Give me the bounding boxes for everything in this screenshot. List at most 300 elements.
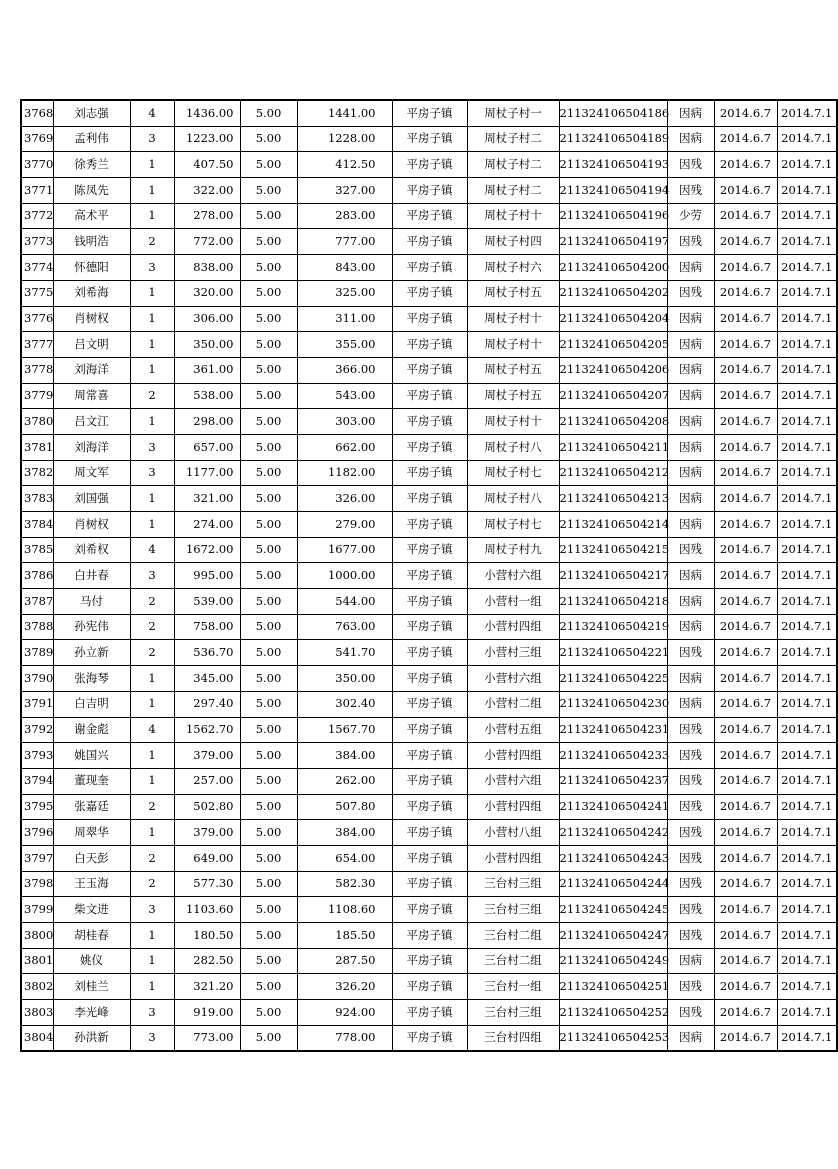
start-date-cell: 2014.6.7 (714, 717, 777, 743)
account-number-cell: 211324106504245 (559, 897, 667, 923)
effective-date-cell: 2014.7.1 (777, 357, 837, 383)
effective-date-cell: 2014.7.1 (777, 255, 837, 281)
total-amount-cell: 843.00 (297, 255, 392, 281)
increase-amount-cell: 5.00 (240, 100, 297, 126)
reason-cell: 因病 (667, 434, 714, 460)
town-cell: 平房子镇 (392, 691, 467, 717)
reason-cell: 因病 (667, 357, 714, 383)
base-amount-cell: 838.00 (174, 255, 240, 281)
increase-amount-cell: 5.00 (240, 768, 297, 794)
record-id-cell: 3779 (21, 383, 53, 409)
base-amount-cell: 539.00 (174, 589, 240, 615)
base-amount-cell: 995.00 (174, 563, 240, 589)
town-cell: 平房子镇 (392, 280, 467, 306)
table-row (21, 537, 837, 563)
increase-amount-cell: 5.00 (240, 640, 297, 666)
record-id-cell: 3768 (21, 100, 53, 126)
account-number-cell: 211324106504243 (559, 845, 667, 871)
reason-cell: 因残 (667, 974, 714, 1000)
increase-amount-cell: 5.00 (240, 409, 297, 435)
start-date-cell: 2014.6.7 (714, 974, 777, 1000)
household-size-cell: 1 (130, 332, 174, 358)
start-date-cell: 2014.6.7 (714, 434, 777, 460)
effective-date-cell: 2014.7.1 (777, 178, 837, 204)
table-row (21, 845, 837, 871)
person-name-cell: 肖树权 (53, 512, 130, 538)
record-id-cell: 3799 (21, 897, 53, 923)
increase-amount-cell: 5.00 (240, 666, 297, 692)
start-date-cell: 2014.6.7 (714, 871, 777, 897)
increase-amount-cell: 5.00 (240, 383, 297, 409)
household-size-cell: 3 (130, 897, 174, 923)
household-size-cell: 1 (130, 923, 174, 949)
increase-amount-cell: 5.00 (240, 280, 297, 306)
table-row (21, 203, 837, 229)
increase-amount-cell: 5.00 (240, 871, 297, 897)
record-id-cell: 3801 (21, 948, 53, 974)
town-cell: 平房子镇 (392, 1025, 467, 1051)
town-cell: 平房子镇 (392, 974, 467, 1000)
table-row (21, 640, 837, 666)
records-body (21, 100, 837, 1051)
record-id-cell: 3790 (21, 666, 53, 692)
effective-date-cell: 2014.7.1 (777, 871, 837, 897)
town-cell: 平房子镇 (392, 897, 467, 923)
total-amount-cell: 924.00 (297, 1000, 392, 1026)
town-cell: 平房子镇 (392, 409, 467, 435)
reason-cell: 因病 (667, 563, 714, 589)
total-amount-cell: 412.50 (297, 152, 392, 178)
record-id-cell: 3775 (21, 280, 53, 306)
effective-date-cell: 2014.7.1 (777, 409, 837, 435)
record-id-cell: 3776 (21, 306, 53, 332)
table-row (21, 486, 837, 512)
reason-cell: 因病 (667, 383, 714, 409)
town-cell: 平房子镇 (392, 871, 467, 897)
village-group-cell: 小营村六组 (467, 563, 559, 589)
household-size-cell: 1 (130, 280, 174, 306)
effective-date-cell: 2014.7.1 (777, 563, 837, 589)
increase-amount-cell: 5.00 (240, 974, 297, 1000)
effective-date-cell: 2014.7.1 (777, 383, 837, 409)
account-number-cell: 211324106504218 (559, 589, 667, 615)
table-row (21, 280, 837, 306)
table-row (21, 126, 837, 152)
increase-amount-cell: 5.00 (240, 1025, 297, 1051)
total-amount-cell: 384.00 (297, 820, 392, 846)
person-name-cell: 张嘉廷 (53, 794, 130, 820)
table-row (21, 255, 837, 281)
start-date-cell: 2014.6.7 (714, 100, 777, 126)
person-name-cell: 孙立新 (53, 640, 130, 666)
household-size-cell: 1 (130, 948, 174, 974)
table-row (21, 229, 837, 255)
effective-date-cell: 2014.7.1 (777, 152, 837, 178)
reason-cell: 因病 (667, 126, 714, 152)
record-id-cell: 3791 (21, 691, 53, 717)
person-name-cell: 钱明浩 (53, 229, 130, 255)
account-number-cell: 211324106504186 (559, 100, 667, 126)
town-cell: 平房子镇 (392, 794, 467, 820)
person-name-cell: 董现奎 (53, 768, 130, 794)
reason-cell: 少劳 (667, 203, 714, 229)
record-id-cell: 3800 (21, 923, 53, 949)
effective-date-cell: 2014.7.1 (777, 666, 837, 692)
person-name-cell: 吕文明 (53, 332, 130, 358)
person-name-cell: 刘海洋 (53, 434, 130, 460)
reason-cell: 因病 (667, 255, 714, 281)
table-row (21, 717, 837, 743)
reason-cell: 因残 (667, 1000, 714, 1026)
account-number-cell: 211324106504244 (559, 871, 667, 897)
total-amount-cell: 777.00 (297, 229, 392, 255)
record-id-cell: 3794 (21, 768, 53, 794)
person-name-cell: 徐秀兰 (53, 152, 130, 178)
household-size-cell: 3 (130, 563, 174, 589)
reason-cell: 因残 (667, 845, 714, 871)
village-group-cell: 周杖子村十 (467, 332, 559, 358)
account-number-cell: 211324106504212 (559, 460, 667, 486)
village-group-cell: 周杖子村九 (467, 537, 559, 563)
person-name-cell: 刘希权 (53, 537, 130, 563)
record-id-cell: 3796 (21, 820, 53, 846)
effective-date-cell: 2014.7.1 (777, 306, 837, 332)
total-amount-cell: 311.00 (297, 306, 392, 332)
total-amount-cell: 763.00 (297, 614, 392, 640)
person-name-cell: 李光峰 (53, 1000, 130, 1026)
base-amount-cell: 320.00 (174, 280, 240, 306)
reason-cell: 因病 (667, 1025, 714, 1051)
account-number-cell: 211324106504247 (559, 923, 667, 949)
table-row (21, 614, 837, 640)
reason-cell: 因残 (667, 743, 714, 769)
person-name-cell: 刘志强 (53, 100, 130, 126)
village-group-cell: 三台村二组 (467, 923, 559, 949)
record-id-cell: 3787 (21, 589, 53, 615)
person-name-cell: 吕文江 (53, 409, 130, 435)
total-amount-cell: 1108.60 (297, 897, 392, 923)
start-date-cell: 2014.6.7 (714, 589, 777, 615)
village-group-cell: 周杖子村四 (467, 229, 559, 255)
record-id-cell: 3782 (21, 460, 53, 486)
base-amount-cell: 379.00 (174, 743, 240, 769)
reason-cell: 因残 (667, 820, 714, 846)
start-date-cell: 2014.6.7 (714, 383, 777, 409)
person-name-cell: 肖树权 (53, 306, 130, 332)
village-group-cell: 周杖子村十 (467, 306, 559, 332)
base-amount-cell: 657.00 (174, 434, 240, 460)
total-amount-cell: 303.00 (297, 409, 392, 435)
total-amount-cell: 541.70 (297, 640, 392, 666)
total-amount-cell: 283.00 (297, 203, 392, 229)
person-name-cell: 刘桂兰 (53, 974, 130, 1000)
account-number-cell: 211324106504211 (559, 434, 667, 460)
reason-cell: 因病 (667, 512, 714, 538)
start-date-cell: 2014.6.7 (714, 332, 777, 358)
base-amount-cell: 577.30 (174, 871, 240, 897)
town-cell: 平房子镇 (392, 178, 467, 204)
effective-date-cell: 2014.7.1 (777, 126, 837, 152)
total-amount-cell: 327.00 (297, 178, 392, 204)
record-id-cell: 3772 (21, 203, 53, 229)
total-amount-cell: 279.00 (297, 512, 392, 538)
increase-amount-cell: 5.00 (240, 203, 297, 229)
reason-cell: 因病 (667, 691, 714, 717)
increase-amount-cell: 5.00 (240, 845, 297, 871)
household-size-cell: 2 (130, 871, 174, 897)
total-amount-cell: 654.00 (297, 845, 392, 871)
household-size-cell: 1 (130, 820, 174, 846)
base-amount-cell: 1177.00 (174, 460, 240, 486)
effective-date-cell: 2014.7.1 (777, 614, 837, 640)
village-group-cell: 小营村三组 (467, 640, 559, 666)
total-amount-cell: 1000.00 (297, 563, 392, 589)
table-row (21, 666, 837, 692)
reason-cell: 因病 (667, 948, 714, 974)
village-group-cell: 小营村二组 (467, 691, 559, 717)
total-amount-cell: 544.00 (297, 589, 392, 615)
effective-date-cell: 2014.7.1 (777, 923, 837, 949)
reason-cell: 因病 (667, 666, 714, 692)
reason-cell: 因残 (667, 229, 714, 255)
village-group-cell: 小营村四组 (467, 743, 559, 769)
start-date-cell: 2014.6.7 (714, 1000, 777, 1026)
account-number-cell: 211324106504213 (559, 486, 667, 512)
base-amount-cell: 257.00 (174, 768, 240, 794)
table-row (21, 1025, 837, 1051)
base-amount-cell: 1436.00 (174, 100, 240, 126)
town-cell: 平房子镇 (392, 434, 467, 460)
total-amount-cell: 507.80 (297, 794, 392, 820)
effective-date-cell: 2014.7.1 (777, 486, 837, 512)
table-row (21, 820, 837, 846)
start-date-cell: 2014.6.7 (714, 691, 777, 717)
total-amount-cell: 1228.00 (297, 126, 392, 152)
table-row (21, 768, 837, 794)
person-name-cell: 柴文进 (53, 897, 130, 923)
table-row (21, 948, 837, 974)
account-number-cell: 211324106504205 (559, 332, 667, 358)
base-amount-cell: 180.50 (174, 923, 240, 949)
town-cell: 平房子镇 (392, 1000, 467, 1026)
town-cell: 平房子镇 (392, 768, 467, 794)
start-date-cell: 2014.6.7 (714, 614, 777, 640)
person-name-cell: 王玉海 (53, 871, 130, 897)
increase-amount-cell: 5.00 (240, 306, 297, 332)
table-row (21, 512, 837, 538)
town-cell: 平房子镇 (392, 820, 467, 846)
record-id-cell: 3793 (21, 743, 53, 769)
household-size-cell: 3 (130, 126, 174, 152)
effective-date-cell: 2014.7.1 (777, 845, 837, 871)
total-amount-cell: 1441.00 (297, 100, 392, 126)
town-cell: 平房子镇 (392, 923, 467, 949)
start-date-cell: 2014.6.7 (714, 203, 777, 229)
person-name-cell: 陈凤先 (53, 178, 130, 204)
total-amount-cell: 1677.00 (297, 537, 392, 563)
village-group-cell: 周杖子村二 (467, 152, 559, 178)
increase-amount-cell: 5.00 (240, 743, 297, 769)
table-row (21, 409, 837, 435)
person-name-cell: 马付 (53, 589, 130, 615)
village-group-cell: 周杖子村十 (467, 409, 559, 435)
table-row (21, 332, 837, 358)
base-amount-cell: 282.50 (174, 948, 240, 974)
household-size-cell: 1 (130, 768, 174, 794)
base-amount-cell: 773.00 (174, 1025, 240, 1051)
base-amount-cell: 1223.00 (174, 126, 240, 152)
account-number-cell: 211324106504196 (559, 203, 667, 229)
reason-cell: 因残 (667, 717, 714, 743)
town-cell: 平房子镇 (392, 357, 467, 383)
total-amount-cell: 185.50 (297, 923, 392, 949)
increase-amount-cell: 5.00 (240, 1000, 297, 1026)
person-name-cell: 周常喜 (53, 383, 130, 409)
effective-date-cell: 2014.7.1 (777, 640, 837, 666)
start-date-cell: 2014.6.7 (714, 512, 777, 538)
table-row (21, 923, 837, 949)
increase-amount-cell: 5.00 (240, 794, 297, 820)
person-name-cell: 刘希海 (53, 280, 130, 306)
person-name-cell: 白吉明 (53, 691, 130, 717)
base-amount-cell: 538.00 (174, 383, 240, 409)
record-id-cell: 3803 (21, 1000, 53, 1026)
town-cell: 平房子镇 (392, 126, 467, 152)
record-id-cell: 3788 (21, 614, 53, 640)
person-name-cell: 姚仪 (53, 948, 130, 974)
village-group-cell: 三台村四组 (467, 1025, 559, 1051)
village-group-cell: 小营村六组 (467, 666, 559, 692)
person-name-cell: 刘海洋 (53, 357, 130, 383)
village-group-cell: 三台村三组 (467, 1000, 559, 1026)
person-name-cell: 怀德阳 (53, 255, 130, 281)
town-cell: 平房子镇 (392, 255, 467, 281)
record-id-cell: 3786 (21, 563, 53, 589)
town-cell: 平房子镇 (392, 383, 467, 409)
base-amount-cell: 379.00 (174, 820, 240, 846)
record-id-cell: 3804 (21, 1025, 53, 1051)
person-name-cell: 白天彭 (53, 845, 130, 871)
account-number-cell: 211324106504249 (559, 948, 667, 974)
table-row (21, 383, 837, 409)
effective-date-cell: 2014.7.1 (777, 768, 837, 794)
base-amount-cell: 502.80 (174, 794, 240, 820)
village-group-cell: 周杖子村二 (467, 178, 559, 204)
effective-date-cell: 2014.7.1 (777, 897, 837, 923)
household-size-cell: 4 (130, 100, 174, 126)
household-size-cell: 1 (130, 409, 174, 435)
start-date-cell: 2014.6.7 (714, 537, 777, 563)
effective-date-cell: 2014.7.1 (777, 280, 837, 306)
increase-amount-cell: 5.00 (240, 589, 297, 615)
increase-amount-cell: 5.00 (240, 357, 297, 383)
start-date-cell: 2014.6.7 (714, 178, 777, 204)
start-date-cell: 2014.6.7 (714, 152, 777, 178)
account-number-cell: 211324106504225 (559, 666, 667, 692)
town-cell: 平房子镇 (392, 332, 467, 358)
household-size-cell: 3 (130, 1000, 174, 1026)
effective-date-cell: 2014.7.1 (777, 203, 837, 229)
household-size-cell: 1 (130, 357, 174, 383)
village-group-cell: 小营村六组 (467, 768, 559, 794)
base-amount-cell: 1672.00 (174, 537, 240, 563)
village-group-cell: 周杖子村七 (467, 460, 559, 486)
account-number-cell: 211324106504251 (559, 974, 667, 1000)
village-group-cell: 周杖子村十 (467, 203, 559, 229)
start-date-cell: 2014.6.7 (714, 306, 777, 332)
village-group-cell: 周杖子村八 (467, 434, 559, 460)
account-number-cell: 211324106504202 (559, 280, 667, 306)
reason-cell: 因残 (667, 768, 714, 794)
reason-cell: 因病 (667, 460, 714, 486)
person-name-cell: 孙洪新 (53, 1025, 130, 1051)
effective-date-cell: 2014.7.1 (777, 589, 837, 615)
total-amount-cell: 326.20 (297, 974, 392, 1000)
effective-date-cell: 2014.7.1 (777, 460, 837, 486)
table-row (21, 306, 837, 332)
town-cell: 平房子镇 (392, 948, 467, 974)
reason-cell: 因残 (667, 640, 714, 666)
base-amount-cell: 321.00 (174, 486, 240, 512)
record-id-cell: 3769 (21, 126, 53, 152)
household-size-cell: 1 (130, 178, 174, 204)
increase-amount-cell: 5.00 (240, 229, 297, 255)
village-group-cell: 三台村二组 (467, 948, 559, 974)
base-amount-cell: 772.00 (174, 229, 240, 255)
increase-amount-cell: 5.00 (240, 512, 297, 538)
person-name-cell: 周文军 (53, 460, 130, 486)
village-group-cell: 小营村四组 (467, 614, 559, 640)
effective-date-cell: 2014.7.1 (777, 794, 837, 820)
account-number-cell: 211324106504230 (559, 691, 667, 717)
table-row (21, 1000, 837, 1026)
village-group-cell: 小营村四组 (467, 794, 559, 820)
record-id-cell: 3784 (21, 512, 53, 538)
account-number-cell: 211324106504214 (559, 512, 667, 538)
village-group-cell: 周杖子村七 (467, 512, 559, 538)
record-id-cell: 3798 (21, 871, 53, 897)
town-cell: 平房子镇 (392, 100, 467, 126)
account-number-cell: 211324106504253 (559, 1025, 667, 1051)
town-cell: 平房子镇 (392, 563, 467, 589)
increase-amount-cell: 5.00 (240, 897, 297, 923)
reason-cell: 因残 (667, 152, 714, 178)
household-size-cell: 1 (130, 743, 174, 769)
household-size-cell: 2 (130, 845, 174, 871)
record-id-cell: 3773 (21, 229, 53, 255)
base-amount-cell: 361.00 (174, 357, 240, 383)
person-name-cell: 孙宪伟 (53, 614, 130, 640)
village-group-cell: 周杖子村八 (467, 486, 559, 512)
record-id-cell: 3771 (21, 178, 53, 204)
base-amount-cell: 758.00 (174, 614, 240, 640)
increase-amount-cell: 5.00 (240, 537, 297, 563)
record-id-cell: 3792 (21, 717, 53, 743)
record-id-cell: 3770 (21, 152, 53, 178)
start-date-cell: 2014.6.7 (714, 845, 777, 871)
start-date-cell: 2014.6.7 (714, 743, 777, 769)
person-name-cell: 张海琴 (53, 666, 130, 692)
town-cell: 平房子镇 (392, 845, 467, 871)
account-number-cell: 211324106504241 (559, 794, 667, 820)
increase-amount-cell: 5.00 (240, 614, 297, 640)
start-date-cell: 2014.6.7 (714, 897, 777, 923)
start-date-cell: 2014.6.7 (714, 923, 777, 949)
person-name-cell: 高术平 (53, 203, 130, 229)
total-amount-cell: 262.00 (297, 768, 392, 794)
table-row (21, 563, 837, 589)
increase-amount-cell: 5.00 (240, 717, 297, 743)
